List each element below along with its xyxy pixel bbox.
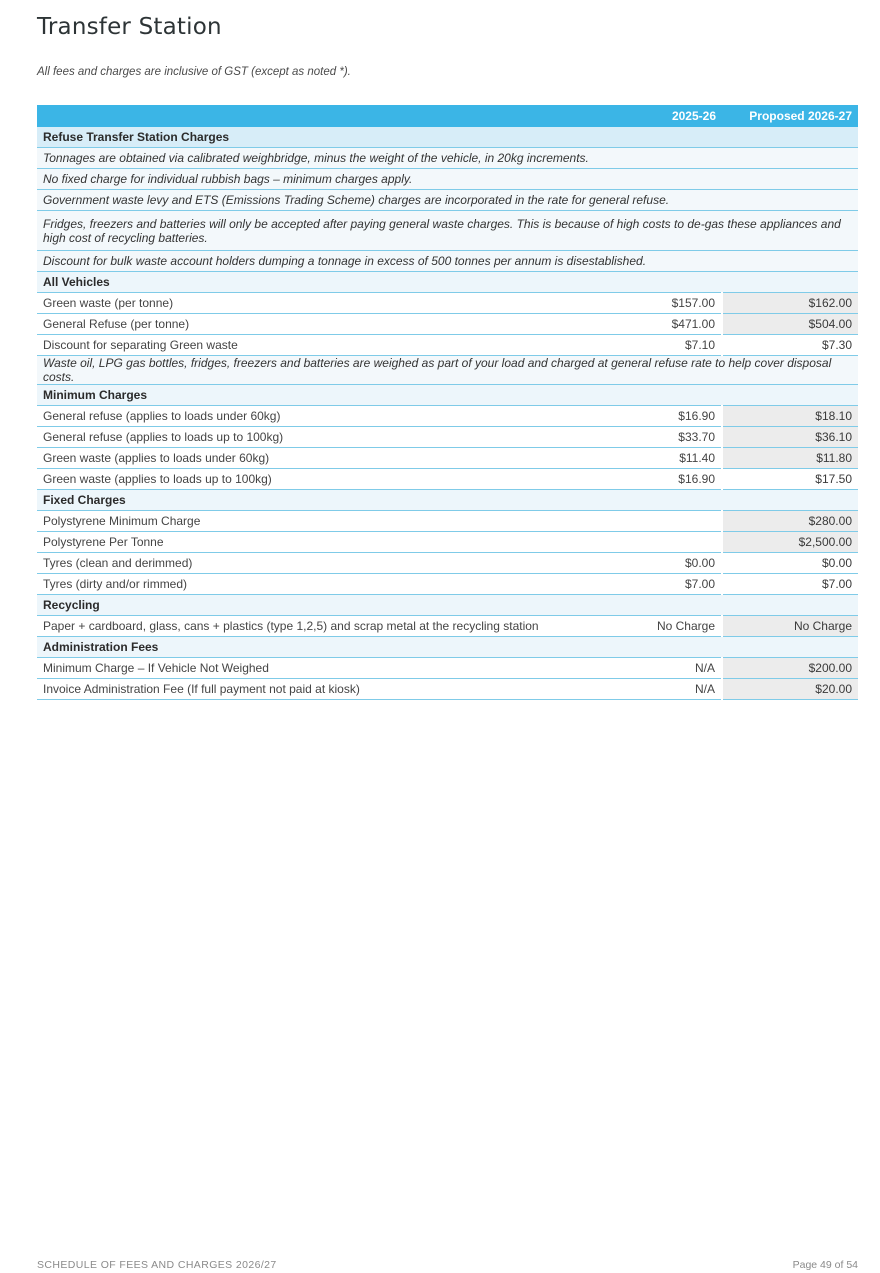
fee-proposed: $0.00 xyxy=(722,553,858,574)
note-row xyxy=(37,356,858,385)
fee-label: General refuse (applies to loads up to 100kg) xyxy=(37,427,585,448)
fee-label: Discount for separating Green waste xyxy=(37,335,585,356)
table-header-row xyxy=(37,105,858,127)
table-row xyxy=(37,335,858,356)
fees-table xyxy=(37,105,858,700)
table-row xyxy=(37,616,858,637)
section-row xyxy=(37,385,858,406)
fee-current: N/A xyxy=(585,658,722,679)
header-proposed-year: Proposed 2026-27 xyxy=(722,105,858,127)
table-row xyxy=(37,448,858,469)
fee-label: Green waste (applies to loads under 60kg) xyxy=(37,448,585,469)
note-text: Waste oil, LPG gas bottles, fridges, freezers and batteries are weighed as part of your load and charged at general refuse rate to help cover disposal costs. xyxy=(37,356,858,385)
section-row xyxy=(37,490,858,511)
note-text: Fridges, freezers and batteries will only be accepted after paying general waste charges. This is because of high costs to de-gas these appliances and high cost of recycling batteries. xyxy=(37,211,858,251)
note-row xyxy=(37,148,858,169)
fee-proposed: No Charge xyxy=(722,616,858,637)
fee-current: $7.00 xyxy=(585,574,722,595)
table-row xyxy=(37,427,858,448)
fee-proposed: $7.00 xyxy=(722,574,858,595)
fee-proposed: $162.00 xyxy=(722,293,858,314)
fee-proposed: $504.00 xyxy=(722,314,858,335)
table-row xyxy=(37,553,858,574)
note-row xyxy=(37,251,858,272)
fee-proposed: $11.80 xyxy=(722,448,858,469)
fee-label: General Refuse (per tonne) xyxy=(37,314,585,335)
table-row xyxy=(37,293,858,314)
note-text: Tonnages are obtained via calibrated weighbridge, minus the weight of the vehicle, in 20kg increments. xyxy=(37,148,858,169)
fee-current xyxy=(585,532,722,553)
fee-proposed: $200.00 xyxy=(722,658,858,679)
fee-proposed: $36.10 xyxy=(722,427,858,448)
fee-current: N/A xyxy=(585,679,722,700)
note-text: No fixed charge for individual rubbish bags – minimum charges apply. xyxy=(37,169,858,190)
fee-current: $471.00 xyxy=(585,314,722,335)
fee-current: No Charge xyxy=(585,616,722,637)
section-row xyxy=(37,595,858,616)
fee-label: Polystyrene Minimum Charge xyxy=(37,511,585,532)
footer-document-title: SCHEDULE OF FEES AND CHARGES 2026/27 xyxy=(37,1259,277,1271)
fee-label: Tyres (clean and derimmed) xyxy=(37,553,585,574)
section-title-minimum: Minimum Charges xyxy=(37,385,858,406)
table-row xyxy=(37,574,858,595)
table-row xyxy=(37,406,858,427)
section-title-all-vehicles: All Vehicles xyxy=(37,272,858,293)
fee-proposed: $280.00 xyxy=(722,511,858,532)
note-row xyxy=(37,211,858,251)
page-title: Transfer Station xyxy=(37,14,222,40)
header-current-year: 2025-26 xyxy=(585,105,722,127)
fee-proposed: $2,500.00 xyxy=(722,532,858,553)
section-row xyxy=(37,272,858,293)
fee-current: $33.70 xyxy=(585,427,722,448)
fee-label: Invoice Administration Fee (If full payment not paid at kiosk) xyxy=(37,679,585,700)
footer-page-number: Page 49 of 54 xyxy=(792,1259,858,1271)
fee-label: General refuse (applies to loads under 60kg) xyxy=(37,406,585,427)
fee-current: $7.10 xyxy=(585,335,722,356)
table-row xyxy=(37,658,858,679)
section-row xyxy=(37,127,858,148)
section-row xyxy=(37,637,858,658)
fee-proposed: $17.50 xyxy=(722,469,858,490)
fee-label: Green waste (per tonne) xyxy=(37,293,585,314)
table-row xyxy=(37,511,858,532)
fee-label: Polystyrene Per Tonne xyxy=(37,532,585,553)
section-title-admin: Administration Fees xyxy=(37,637,858,658)
table-row xyxy=(37,532,858,553)
note-text: Discount for bulk waste account holders dumping a tonnage in excess of 500 tonnes per annum is disestablished. xyxy=(37,251,858,272)
note-row xyxy=(37,169,858,190)
fee-label: Minimum Charge – If Vehicle Not Weighed xyxy=(37,658,585,679)
fee-current: $0.00 xyxy=(585,553,722,574)
fee-current: $16.90 xyxy=(585,469,722,490)
fee-current: $11.40 xyxy=(585,448,722,469)
fee-proposed: $7.30 xyxy=(722,335,858,356)
gst-note: All fees and charges are inclusive of GST (except as noted *). xyxy=(37,66,351,78)
table-row xyxy=(37,469,858,490)
note-text: Government waste levy and ETS (Emissions Trading Scheme) charges are incorporated in the rate for general refuse. xyxy=(37,190,858,211)
fee-label: Tyres (dirty and/or rimmed) xyxy=(37,574,585,595)
table-row xyxy=(37,314,858,335)
fee-current: $16.90 xyxy=(585,406,722,427)
fee-label: Paper + cardboard, glass, cans + plastics (type 1,2,5) and scrap metal at the recycling station xyxy=(37,616,585,637)
section-title-recycling: Recycling xyxy=(37,595,858,616)
fee-label: Green waste (applies to loads up to 100kg) xyxy=(37,469,585,490)
section-title-fixed: Fixed Charges xyxy=(37,490,858,511)
fee-current: $157.00 xyxy=(585,293,722,314)
header-description xyxy=(37,105,585,127)
fee-current xyxy=(585,511,722,532)
note-row xyxy=(37,190,858,211)
table-row xyxy=(37,679,858,700)
fee-proposed: $20.00 xyxy=(722,679,858,700)
fee-proposed: $18.10 xyxy=(722,406,858,427)
section-title-refuse: Refuse Transfer Station Charges xyxy=(37,127,858,148)
